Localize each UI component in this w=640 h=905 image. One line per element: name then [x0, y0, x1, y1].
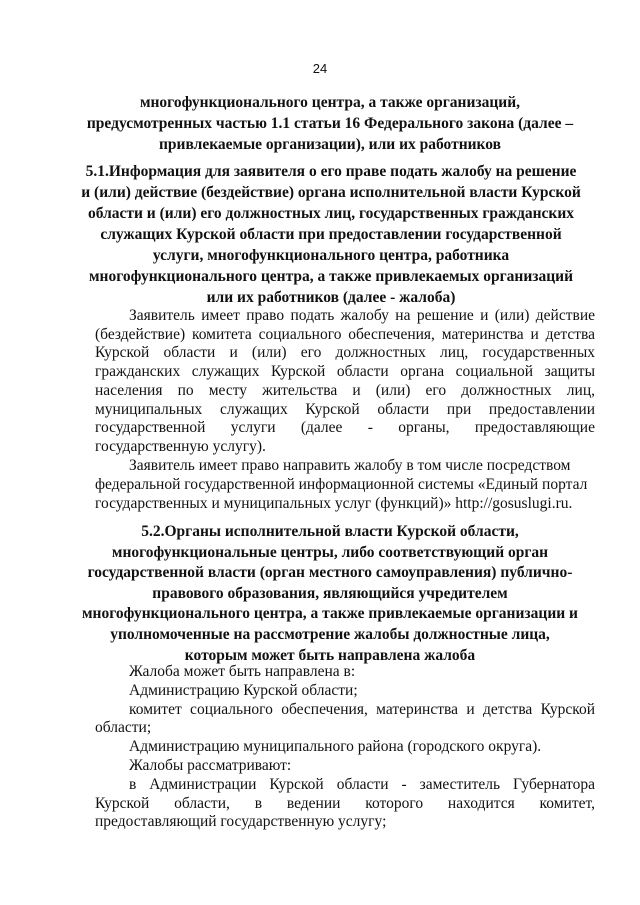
- text-line: Курской области и (или) его должностных лиц, государственных: [95, 344, 595, 362]
- heading-line: которым может быть направлена жалоба: [184, 646, 476, 664]
- text-line: государственных и муниципальных услуг (функций)» http://gosuslugi.ru.: [95, 495, 573, 512]
- heading-line: многофункционального центра, а также привлекаемых организаций: [88, 268, 574, 285]
- text-line: Жалоба может быть направлена в:: [129, 663, 356, 680]
- heading-line: правового образования, являющийся учредителем: [152, 584, 508, 602]
- text-line: области;: [95, 719, 152, 737]
- text-line: государственную услугу).: [95, 437, 266, 455]
- text-line: федеральной государственной информационной системы «Единый портал: [95, 476, 588, 493]
- heading-line: многофункционального центра, а также организаций,: [139, 94, 521, 111]
- heading-line: 5.2.Органы исполнительной власти Курской области,: [141, 523, 519, 540]
- section-5-1-heading: [58, 161, 604, 308]
- heading-line: многофункционального центра, а также привлекаемые организации и: [82, 605, 578, 623]
- text-line: муниципальных служащих Курской области при предоставлении: [95, 400, 595, 418]
- text-line: населения по месту жительства и (или) его должностных лиц,: [95, 381, 595, 399]
- text-line: государственной услуги (далее - органы, предоставляющие: [95, 419, 595, 437]
- heading-line: служащих Курской области при предоставлении государственной: [100, 226, 562, 243]
- section-5-1-paragraph-2: [95, 456, 595, 513]
- text-line: в Администрации Курской области - заместитель Губернатора: [129, 775, 595, 793]
- heading-line: уполномоченные на рассмотрение жалобы должностные лица,: [110, 625, 550, 643]
- text-line: Курской области, в ведении которого находится комитет,: [95, 794, 595, 812]
- text-line: (бездействие) комитета социального обеспечения, материнства и детства: [95, 325, 595, 343]
- text-line: предоставляющий государственную услугу;: [95, 813, 387, 831]
- heading-line: предусмотренных частью 1.1 статьи 16 Федерального закона (далее –: [86, 115, 574, 132]
- text-line: Администрацию муниципального района (городского округа).: [129, 738, 542, 756]
- text-line: Администрацию Курской области;: [129, 681, 358, 699]
- heading-line: государственной власти (орган местного самоуправления) публично-: [87, 564, 573, 582]
- heading-line: 5.1.Информация для заявителя о его праве подать жалобу на решение: [85, 163, 577, 180]
- heading-line: услуги, многофункционального центра, работника: [152, 247, 510, 264]
- heading-line: привлекаемые организации), или их работников: [158, 136, 502, 153]
- heading-line: области и (или) его должностных лиц, государственных гражданских: [87, 205, 575, 222]
- continued-heading: [60, 92, 600, 155]
- heading-line: и (или) действие (бездействие) органа исполнительной власти Курской: [81, 184, 581, 201]
- heading-line: или их работников (далее - жалоба): [206, 289, 456, 306]
- section-5-2-body: [95, 663, 595, 832]
- section-5-1-paragraph-1: [95, 307, 595, 457]
- text-line: Заявитель имеет право направить жалобу в том числе посредством: [129, 457, 571, 474]
- text-line: гражданских служащих Курской области органа социальной защиты: [95, 363, 595, 381]
- section-5-2-heading: [70, 522, 590, 666]
- heading-line: многофункциональные центры, либо соответствующий орган: [111, 543, 549, 561]
- text-line: Жалобы рассматривают:: [129, 756, 292, 774]
- text-line: комитет социального обеспечения, материнства и детства Курской: [129, 700, 595, 718]
- text-line: Заявитель имеет право подать жалобу на решение и (или) действие: [129, 307, 595, 324]
- page-number: 24: [312, 61, 328, 76]
